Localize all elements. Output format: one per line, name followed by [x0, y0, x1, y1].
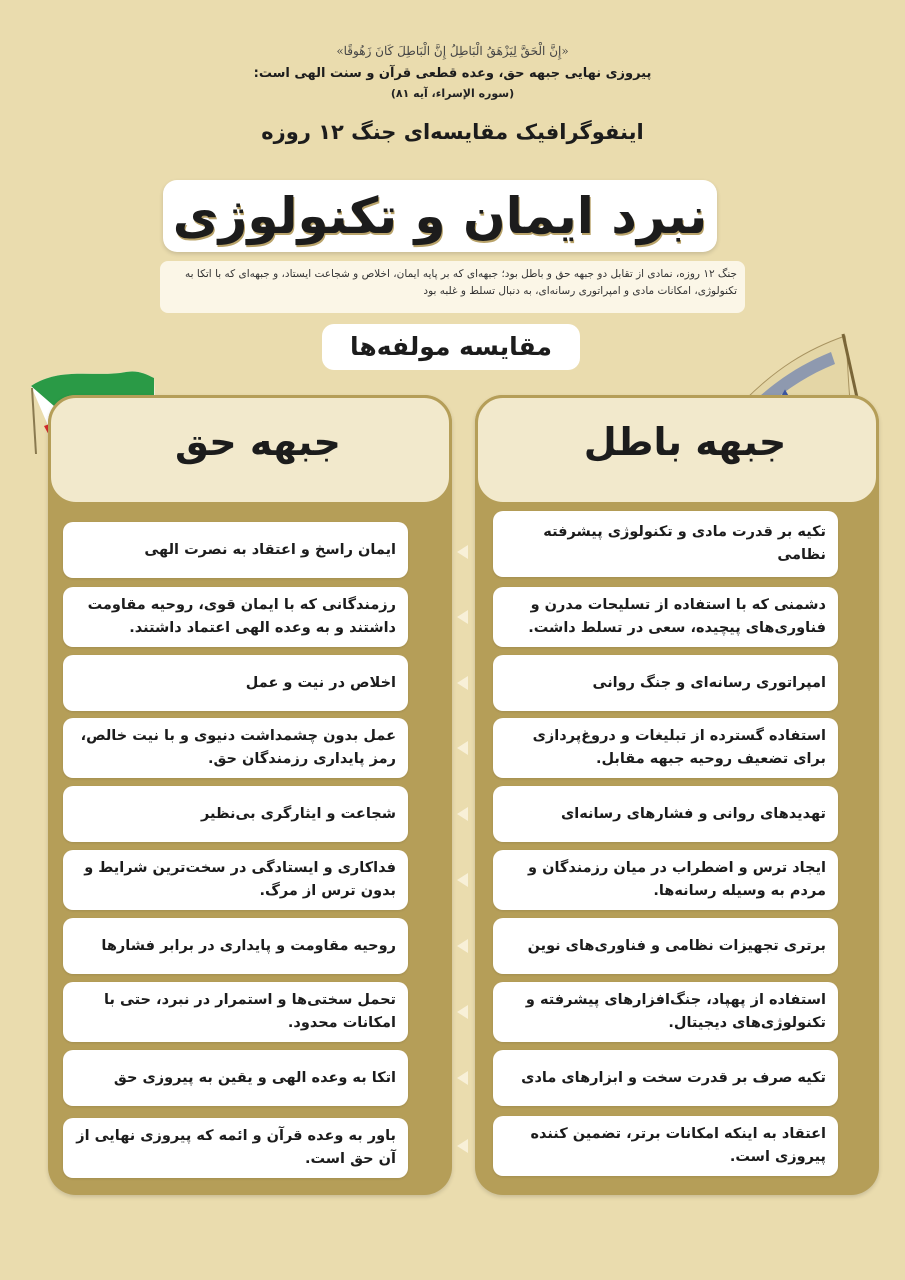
haq-item: اخلاص در نیت و عمل — [63, 655, 408, 711]
arrow-left-icon — [457, 741, 468, 755]
batel-title: جبهه باطل — [583, 420, 787, 464]
batel-item: استفاده از پهپاد، جنگ‌افزارهای پیشرفته و تکنولوژی‌های دیجیتال. — [493, 982, 838, 1042]
arrow-left-icon — [457, 545, 468, 559]
arrow-left-icon — [457, 1139, 468, 1153]
arrow-left-icon — [457, 676, 468, 690]
batel-item: تهدیدهای روانی و فشارهای رسانه‌ای — [493, 786, 838, 842]
infographic-subtitle: اینفوگرافیک مقایسه‌ای جنگ ۱۲ روزه — [261, 120, 644, 144]
arrow-left-icon — [457, 939, 468, 953]
batel-item: برتری تجهیزات نظامی و فناوری‌های نوین — [493, 918, 838, 974]
haq-item: اتکا به وعده الهی و یقین به پیروزی حق — [63, 1050, 408, 1106]
haq-title: جبهه حق — [175, 420, 341, 464]
section-title: مقایسه مولفه‌ها — [322, 324, 580, 370]
batel-item: ایجاد ترس و اضطراب در میان رزمندگان و مردم به وسیله رسانه‌ها. — [493, 850, 838, 910]
verse-reference: (سوره الإسراء، آیه ۸۱) — [390, 87, 515, 100]
haq-item: عمل بدون چشمداشت دنیوی و با نیت خالص، رمز پایداری رزمندگان حق. — [63, 718, 408, 778]
haq-item: ایمان راسخ و اعتقاد به نصرت الهی — [63, 522, 408, 578]
arrow-left-icon — [457, 610, 468, 624]
intro-paragraph: جنگ ۱۲ روزه، نمادی از تقابل دو جبهه حق و باطل بود؛ جبهه‌ای که بر پایه ایمان، اخلاص و شجاعت ایستاد، و جبهه‌ای که با اتکا به تکنولوژی، امکانات مادی و امپراتوری رسانه‌ای، به دنبال تسلط و غلبه بود — [160, 261, 745, 313]
arrow-left-icon — [457, 807, 468, 821]
page-title: نبرد ایمان و تکنولوژی — [172, 187, 708, 245]
verse-translation: پیروزی نهایی جبهه حق، وعده قطعی قرآن و سنت الهی است: — [253, 66, 652, 81]
haq-item: شجاعت و ایثارگری بی‌نظیر — [63, 786, 408, 842]
batel-item: استفاده گسترده از تبلیغات و دروغ‌پردازی برای تضعیف روحیه جبهه مقابل. — [493, 718, 838, 778]
batel-item: دشمنی که با استفاده از تسلیحات مدرن و فناوری‌های پیچیده، سعی در تسلط داشت. — [493, 587, 838, 647]
arrow-left-icon — [457, 1071, 468, 1085]
haq-item: روحیه مقاومت و پایداری در برابر فشارها — [63, 918, 408, 974]
batel-item: امپراتوری رسانه‌ای و جنگ روانی — [493, 655, 838, 711]
haq-item: باور به وعده قرآن و ائمه که پیروزی نهایی از آن حق است. — [63, 1118, 408, 1178]
arrow-left-icon — [457, 1005, 468, 1019]
quran-verse: «إِنَّ الْحَقَّ لِيَزْهَقُ الْبَاطِلُ إِنَّ الْبَاطِلَ كَانَ زَهُوقًا» — [336, 44, 569, 58]
haq-item: فداکاری و ایستادگی در سخت‌ترین شرایط و بدون ترس از مرگ. — [63, 850, 408, 910]
batel-item: اعتقاد به اینکه امکانات برتر، تضمین کننده پیروزی است. — [493, 1116, 838, 1176]
arrow-left-icon — [457, 873, 468, 887]
haq-item: رزمندگانی که با ایمان قوی، روحیه مقاومت داشتند و به وعده الهی اعتماد داشتند. — [63, 587, 408, 647]
batel-item: تکیه صرف بر قدرت سخت و ابزارهای مادی — [493, 1050, 838, 1106]
haq-item: تحمل سختی‌ها و استمرار در نبرد، حتی با امکانات محدود. — [63, 982, 408, 1042]
batel-item: تکیه بر قدرت مادی و تکنولوژی پیشرفته نظامی — [493, 511, 838, 577]
